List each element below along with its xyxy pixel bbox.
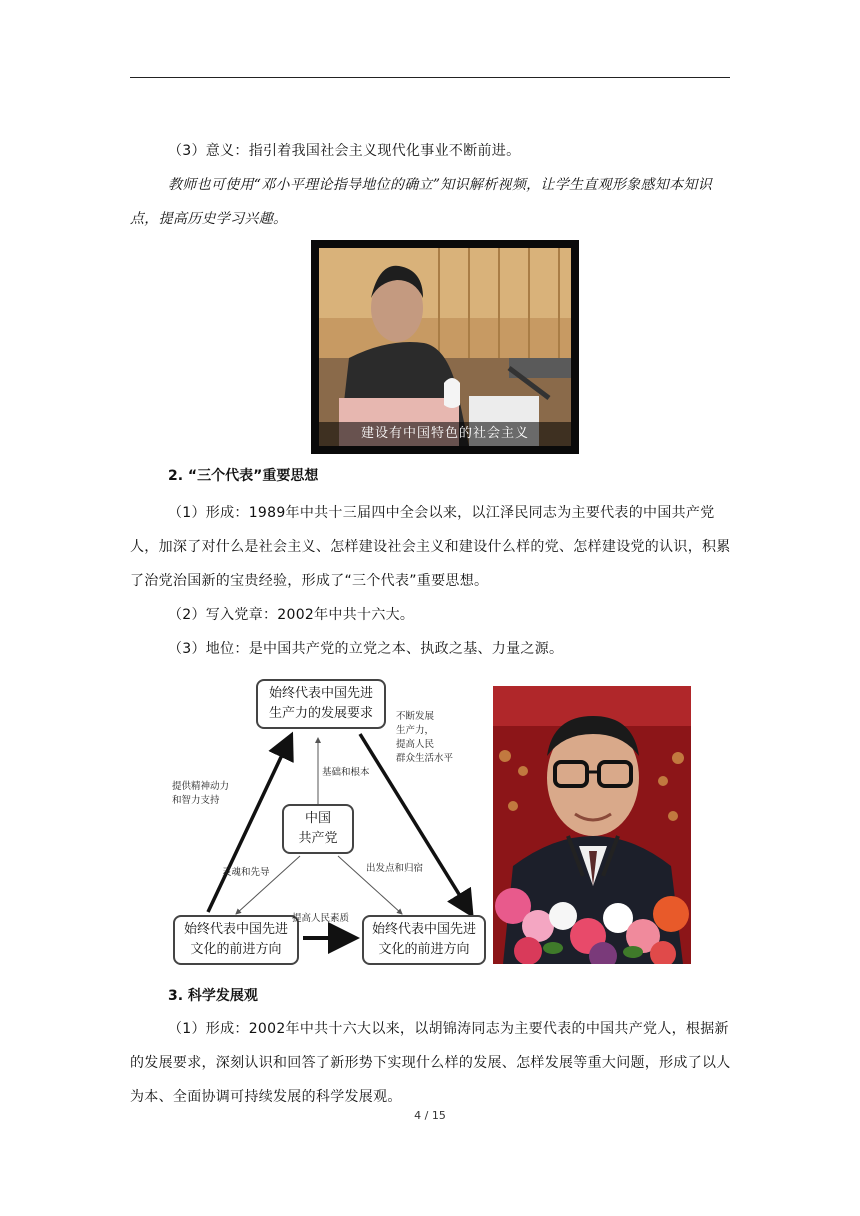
box-productive-forces: 始终代表中国先进 生产力的发展要求 xyxy=(256,679,386,729)
three-represents-diagram xyxy=(170,676,486,970)
box-communist-party: 中国 共产党 xyxy=(282,804,354,854)
portrait-jiang xyxy=(493,686,691,964)
label-starting-point: 出发点和归宿 xyxy=(366,863,424,874)
label-raise-quality: 提高人民素质 xyxy=(292,913,350,924)
video-still-deng[interactable] xyxy=(311,240,579,454)
label-soul-and-guide: 灵魂和先导 xyxy=(222,867,270,878)
label-raise-living-standard: 不断发展 生产力， 提高人民 群众生活水平 xyxy=(396,711,454,764)
label-spiritual-support: 提供精神动力 和智力支持 xyxy=(172,781,230,806)
box-advanced-culture-right: 始终代表中国先进 文化的前进方向 xyxy=(362,915,486,965)
page-number: 4 / 15 xyxy=(414,1109,446,1122)
box-advanced-culture-left: 始终代表中国先进 文化的前进方向 xyxy=(173,915,299,965)
heading-scientific-outlook: 3. 科学发展观 xyxy=(168,988,258,1004)
header-rule xyxy=(130,77,730,78)
video-image xyxy=(319,248,571,446)
video-caption: 建设有中国特色的社会主义 xyxy=(319,422,571,446)
portrait-image xyxy=(493,686,691,964)
heading-three-represents: 2. “三个代表”重要思想 xyxy=(168,468,319,484)
three-represents-status: （3）地位：是中国共产党的立党之本、执政之基、力量之源。 xyxy=(168,641,564,657)
three-represents-formation: （1）形成：1989年中共十三届四中全会以来，以江泽民同志为主要代表的中国共产党人，加深了对什么是社会主义、怎样建设社会主义和建设什么样的党、怎样建设党的认识，积累了治党治国新的宝贵经验，形成了“三个代表”重要思想。 xyxy=(130,505,731,589)
label-foundation: 基础和根本 xyxy=(322,767,370,778)
meaning-paragraph: （3）意义：指引着我国社会主义现代化事业不断前进。 xyxy=(168,143,521,159)
teacher-note: 教师也可使用“邓小平理论指导地位的确立”知识解析视频，让学生直观形象感知本知识点，提高历史学习兴趣。 xyxy=(130,177,713,227)
three-represents-party-constitution: （2）写入党章：2002年中共十六大。 xyxy=(168,607,415,623)
scientific-outlook-formation: （1）形成：2002年中共十六大以来，以胡锦涛同志为主要代表的中国共产党人，根据新的发展要求，深刻认识和回答了新形势下实现什么样的发展、怎样发展等重大问题，形成了以人为本、全面协调可持续发展的科学发展观。 xyxy=(130,1021,731,1105)
